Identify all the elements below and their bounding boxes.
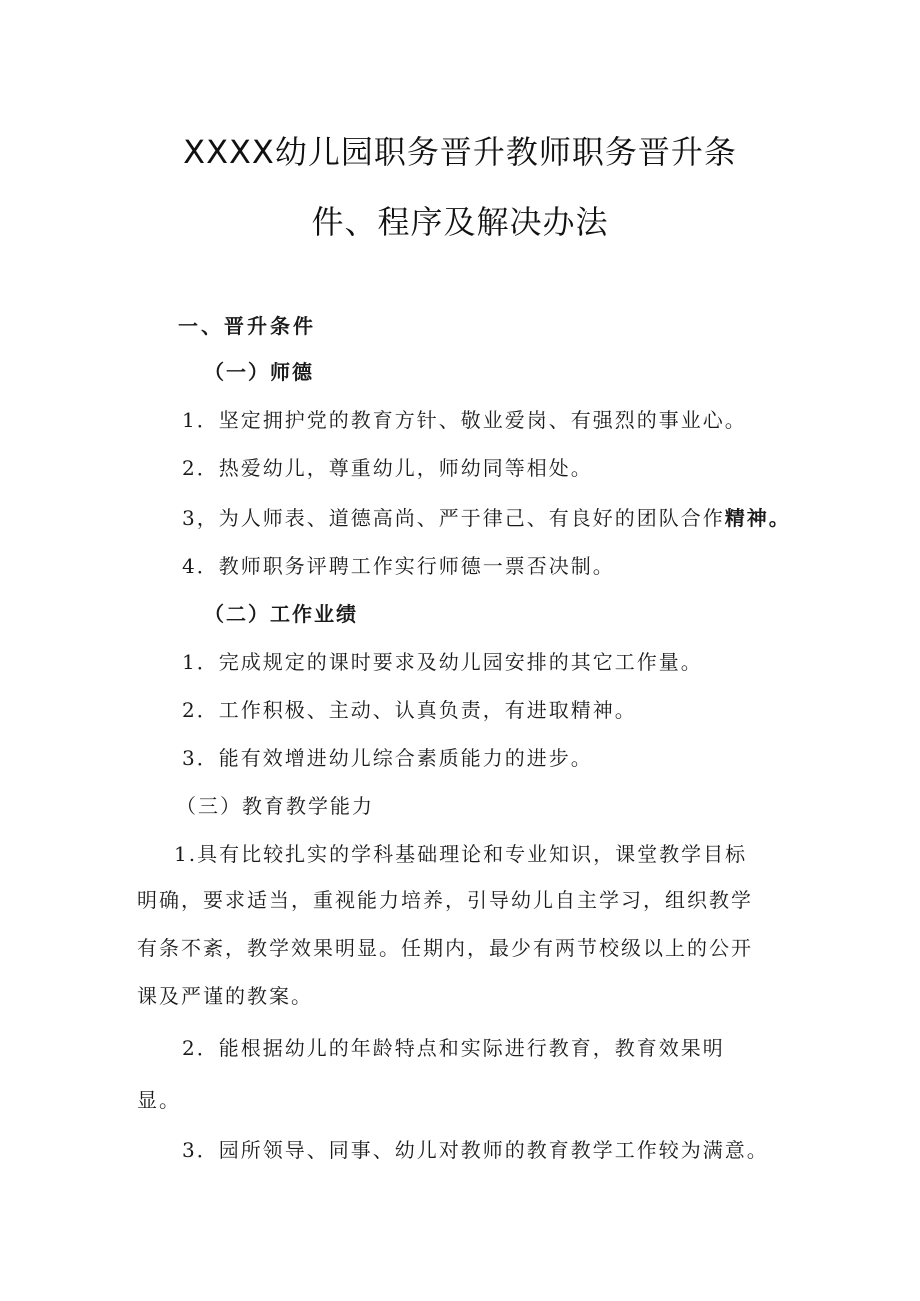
teaching-para-3: 3．园所领导、同事、幼儿对教师的教育教学工作较为满意。 [182,1138,769,1162]
teaching-para-2-line-2: 显。 [137,1088,181,1112]
performance-item-3: 3．能有效增进幼儿综合素质能力的进步。 [182,746,593,770]
subsection-heading-teaching-ability: （三）教育教学能力 [176,794,374,818]
ethics-item-3-bold-tail: 精神。 [724,506,791,530]
subsection-heading-ethics: （一）师德 [204,360,314,384]
ethics-item-1: 1．坚定拥护党的教育方针、敬业爱岗、有强烈的事业心。 [182,408,747,432]
document-title-line-1: XXXX幼儿园职务晋升教师职务晋升条 [183,133,737,171]
subsection-heading-work-performance: （二）工作业绩 [204,602,358,626]
teaching-para-1-line-1: 1.具有比较扎实的学科基础理论和专业知识，课堂教学目标 [174,842,748,866]
performance-item-2: 2．工作积极、主动、认真负责，有进取精神。 [182,698,637,722]
teaching-para-2-line-1: 2．能根据幼儿的年龄特点和实际进行教育，教育效果明 [182,1036,725,1060]
ethics-item-3-text: 3，为人师表、道德高尚、严于律己、有良好的团队合作 [182,506,725,530]
ethics-item-4: 4．教师职务评聘工作实行师德一票否决制。 [182,554,615,578]
ethics-item-2: 2．热爱幼儿，尊重幼儿，师幼同等相处。 [182,456,593,480]
teaching-para-1-line-3: 有条不紊，教学效果明显。任期内，最少有两节校级以上的公开 [137,936,753,960]
ethics-item-3 [182,504,791,532]
teaching-para-1-line-2: 明确，要求适当，重视能力培养，引导幼儿自主学习，组织教学 [137,888,753,912]
performance-item-1: 1．完成规定的课时要求及幼儿园安排的其它工作量。 [182,650,703,674]
teaching-para-1-line-4: 课及严谨的教案。 [137,984,313,1008]
document-title-line-2: 件、程序及解决办法 [311,203,609,241]
section-heading-promotion-conditions: 一、晋升条件 [178,314,316,338]
